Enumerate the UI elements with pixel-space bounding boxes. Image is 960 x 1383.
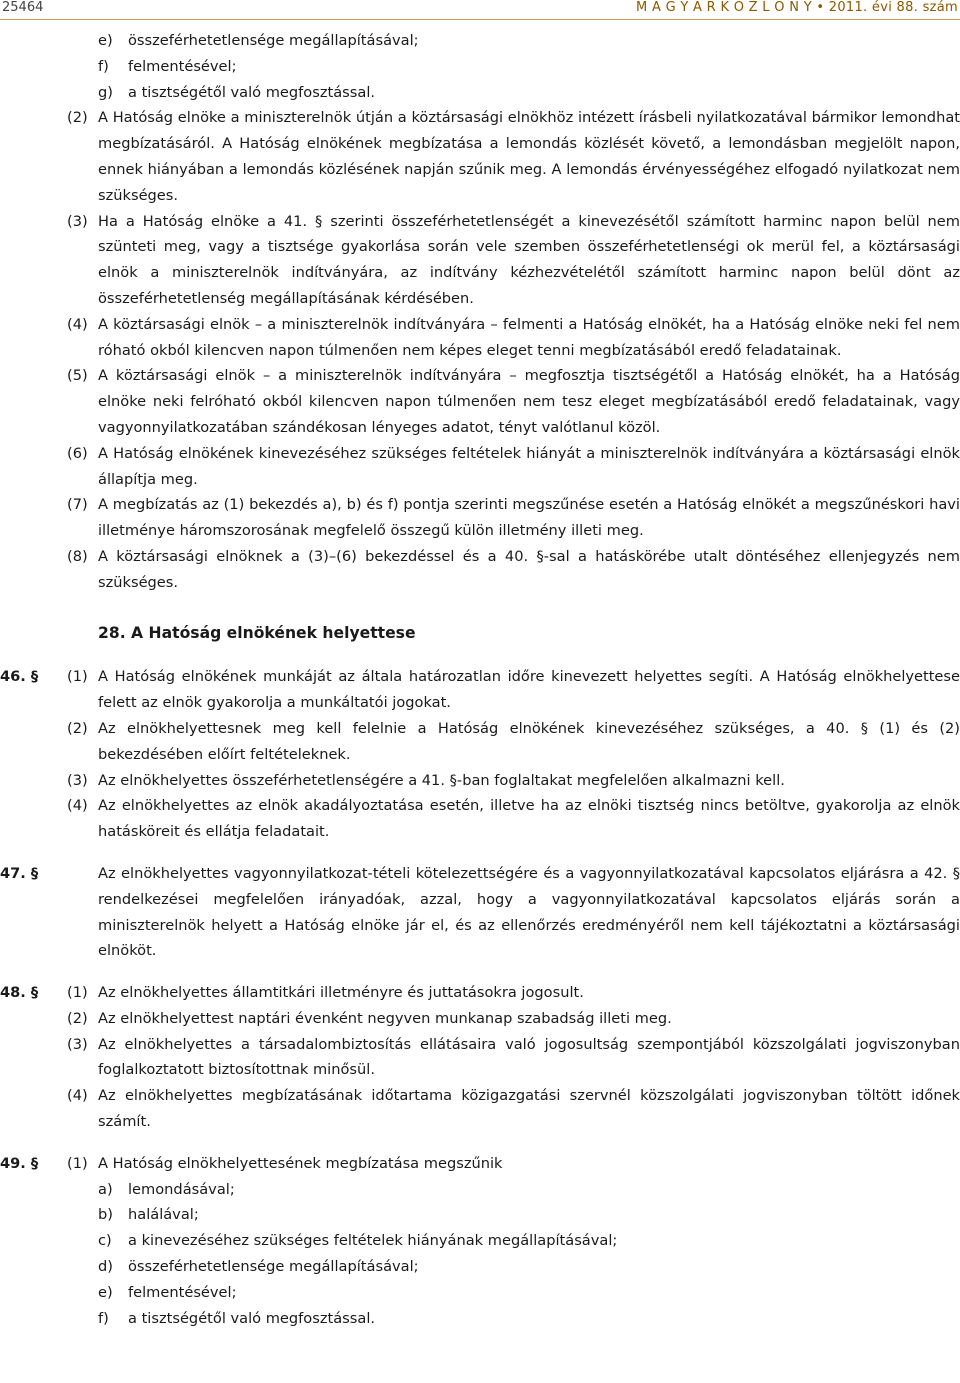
paragraph: (3) Az elnökhelyettes a társadalombiztosítás ellátásaira való jogosultság szempontjából közszolgálati jogviszonyban foglalkoztatott biztosítottnak minősül.: [67, 1035, 960, 1079]
list-item: f) a tisztségétől való megfosztással.: [98, 1309, 376, 1327]
section-48: 48. § (1) Az elnökhelyettes államtitkári illetményre és juttatásokra jogosult.: [0, 980, 960, 1006]
section-49: 49. § (1) A Hatóság elnökhelyettesének megbízatása megszűnik: [0, 1151, 960, 1177]
list-item: b) halálával;: [98, 1206, 199, 1224]
section-47: 47. § Az elnökhelyettes vagyonnyilatkozat-tételi kötelezettségére és a vagyonnyilatkozatával kapcsolatos eljárásra a 42. § rendelkezései megfelelően irányadóak, azzal, hogy a vagyonnyilatkozatával kapcsolatos eljárás során a miniszterelnök helyett a Hatóság elnöke jár el, és az ellenőrzés eredményéről nem kell tájékoztatni a köztársasági elnököt.: [0, 861, 960, 964]
section-46: 46. § (1) A Hatóság elnökének munkáját az általa határozatlan időre kinevezett helyettes segíti. A Hatóság elnökhelyettese felett az elnök gyakorolja a munkáltatói jogokat.: [0, 664, 960, 716]
list-item: f) felmentésével;: [98, 57, 237, 75]
section-number: 49. §: [0, 1154, 39, 1172]
journal-title: M A G Y A R K Ö Z L Ö N Y • 2011. évi 88. szám: [636, 0, 958, 15]
paragraph: (4) Az elnökhelyettes megbízatásának időtartama közigazgatási szervnél közszolgálati jogviszonyban töltött időnek számít.: [67, 1087, 960, 1131]
list-item: c) a kinevezéséhez szükséges feltételek hiányának megállapításával;: [98, 1232, 618, 1250]
paragraph: (2) A Hatóság elnöke a miniszterelnök útján a köztársasági elnökhöz intézett írásbeli nyilatkozatával bármikor lemondhat megbízatásáról. A Hatóság elnökének megbízatása a lemondás közlését követő, a lemondásban megjelölt napon, ennek hiányában a lemondás közlésének napján szűnik meg. A lemondás érvényességéhez elfogadó nyilatkozat nem szükséges.: [67, 109, 960, 204]
list-item: a) lemondásával;: [98, 1180, 235, 1198]
paragraph: (5) A köztársasági elnök – a miniszterelnök indítványára – megfosztja tisztségétől a Hatóság elnökét, ha a Hatóság elnöke neki felróható okból kilencven napon túlmenően nem tesz eleget megbízatásából eredő feladatainak, vagy vagyonnyilatkozatában szándékosan lényeges adatot, tényt valótlanul közöl.: [67, 367, 960, 436]
paragraph: (8) A köztársasági elnöknek a (3)–(6) bekezdéssel és a 40. §-sal a hatáskörébe utalt döntéséhez ellenjegyzés nem szükséges.: [67, 547, 960, 591]
list-item: d) összeférhetetlensége megállapításával;: [98, 1258, 419, 1276]
chapter-title: 28. A Hatóság elnökének helyettese: [98, 623, 416, 642]
list-item: e) összeférhetetlensége megállapításával;: [98, 32, 419, 49]
paragraph: (3) Ha a Hatóság elnöke a 41. § szerinti összeférhetetlenségét a kinevezésétől számított harminc napon belül nem szünteti meg, vagy a tisztsége gyakorlása során vele szemben összeférhetetlenségi ok merül fel, a köztársasági elnök a miniszterelnök indítványára, az indítvány kézhezvételétől számított harminc napon belül dönt az összeférhetetlenség megállapításának kérdésében.: [67, 212, 960, 307]
paragraph: (7) A megbízatás az (1) bekezdés a), b) és f) pontja szerinti megszűnése esetén a Hatóság elnökét a megszűnéskori havi illetménye háromszorosának megfelelő összegű külön illetmény illeti meg.: [67, 496, 960, 540]
paragraph: (4) A köztársasági elnök – a miniszterelnök indítványára – felmenti a Hatóság elnökét, ha a Hatóság elnöke neki fel nem róható okból kilencven napon túlmenően nem képes eleget tenni megbízatásából eredő feladatainak.: [67, 315, 960, 359]
list-item: e) felmentésével;: [98, 1283, 237, 1301]
section-number: 48. §: [0, 984, 39, 1002]
paragraph: (2) Az elnökhelyettesnek meg kell felelnie a Hatóság elnökének kinevezéséhez szükséges, a 40. § (1) és (2) bekezdésében előírt feltételeknek.: [67, 719, 960, 763]
page-header: [0, 0, 960, 22]
list-item: g) a tisztségétől való megfosztással.: [98, 83, 376, 101]
document-body: [0, 28, 960, 1331]
page-number: 25464: [2, 0, 44, 15]
paragraph: (3) Az elnökhelyettes összeférhetetlenségére a 41. §-ban foglaltakat megfelelően alkalmazni kell.: [67, 771, 785, 789]
paragraph: (4) Az elnökhelyettes az elnök akadályoztatása esetén, illetve ha az elnöki tisztség nincs betöltve, gyakorolja az elnök hatásköreit és ellátja feladatait.: [67, 797, 960, 841]
paragraph: (2) Az elnökhelyettest naptári évenként negyven munkanap szabadság illeti meg.: [67, 1009, 672, 1027]
section-number: 46. §: [0, 668, 39, 686]
header-rule: [0, 19, 960, 20]
section-number: 47. §: [0, 864, 39, 882]
paragraph: (6) A Hatóság elnökének kinevezéséhez szükséges feltételek hiányát a miniszterelnök indítványára a köztársasági elnök állapítja meg.: [67, 444, 960, 488]
